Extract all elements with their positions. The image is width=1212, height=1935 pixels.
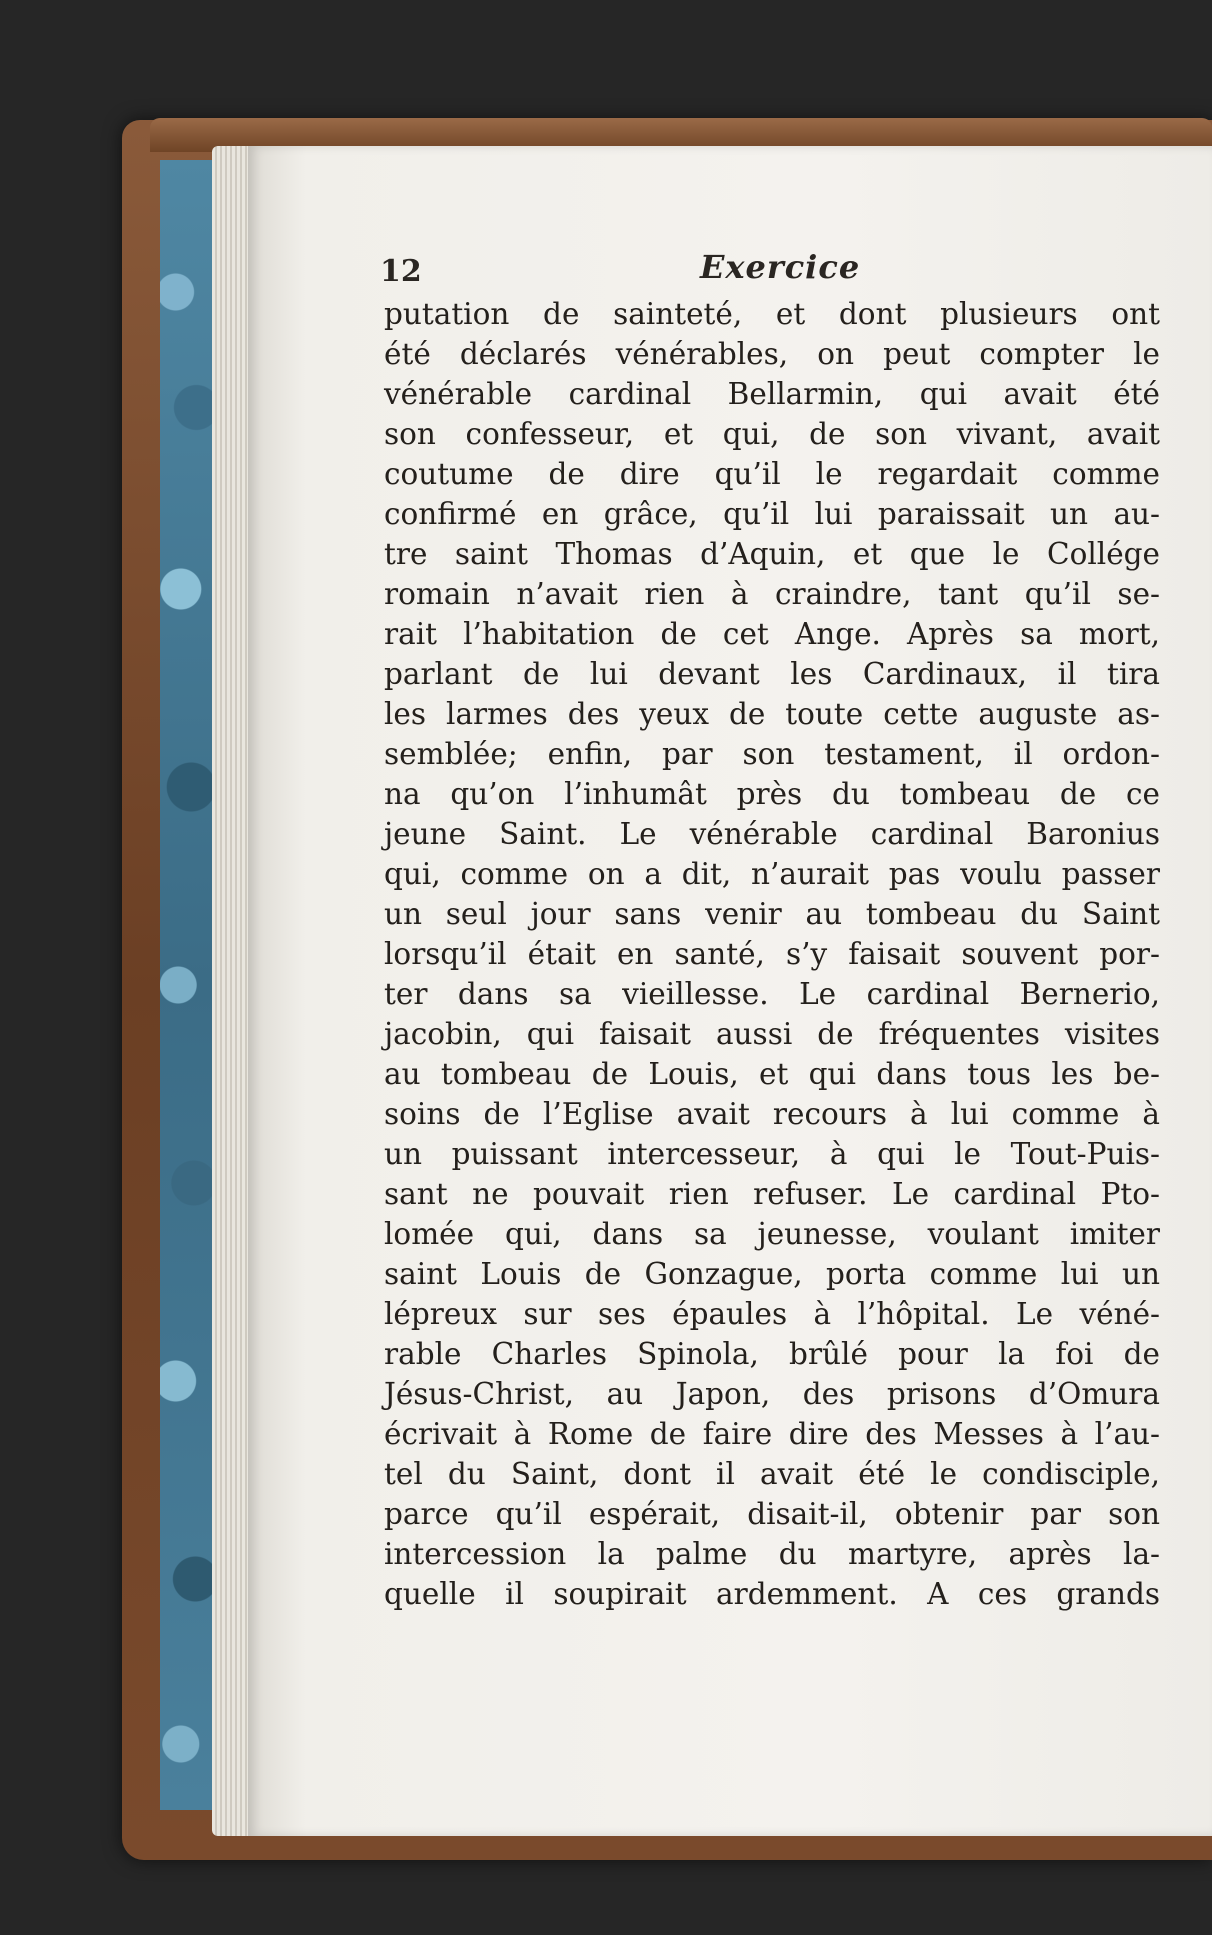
- text-line: au tombeau de Louis, et qui dans tous les be-: [384, 1057, 1160, 1091]
- text-line: intercession la palme du martyre, après la-: [384, 1537, 1160, 1571]
- text-line: parlant de lui devant les Cardinaux, il tira: [384, 657, 1160, 691]
- running-head: [380, 248, 1160, 294]
- text-line: putation de sainteté, et dont plusieurs ont: [384, 297, 1160, 331]
- text-line: vénérable cardinal Bellarmin, qui avait été: [384, 377, 1160, 411]
- text-line: na qu’on l’inhumât près du tombeau de ce: [384, 777, 1160, 811]
- text-line: romain n’avait rien à craindre, tant qu’il se-: [384, 577, 1160, 611]
- page-header: Exercice: [700, 248, 861, 286]
- text-line: Jésus-Christ, au Japon, des prisons d’Omura: [384, 1377, 1160, 1411]
- text-line: parce qu’il espérait, disait-il, obtenir par son: [384, 1497, 1160, 1531]
- text-line: soins de l’Eglise avait recours à lui comme à: [384, 1097, 1160, 1131]
- text-line: semblée; enfin, par son testament, il ordon-: [384, 737, 1160, 771]
- text-line: été déclarés vénérables, on peut compter le: [384, 337, 1160, 371]
- text-line: lorsqu’il était en santé, s’y faisait souvent por-: [384, 937, 1160, 971]
- text-line: lomée qui, dans sa jeunesse, voulant imiter: [384, 1217, 1160, 1251]
- text-line: tre saint Thomas d’Aquin, et que le Collége: [384, 537, 1160, 571]
- text-line: ter dans sa vieillesse. Le cardinal Bernerio,: [384, 977, 1160, 1011]
- text-line: confirmé en grâce, qu’il lui paraissait un au-: [384, 497, 1160, 531]
- text-line: coutume de dire qu’il le regardait comme: [384, 457, 1160, 491]
- text-line: un puissant intercesseur, à qui le Tout-Puis-: [384, 1137, 1160, 1171]
- text-line: jacobin, qui faisait aussi de fréquentes visites: [384, 1017, 1160, 1051]
- page-number: 12: [380, 254, 422, 289]
- text-line: qui, comme on a dit, n’aurait pas voulu passer: [384, 857, 1160, 891]
- text-line: un seul jour sans venir au tombeau du Saint: [384, 897, 1160, 931]
- text-line: jeune Saint. Le vénérable cardinal Baronius: [384, 817, 1160, 851]
- text-line: son confesseur, et qui, de son vivant, avait: [384, 417, 1160, 451]
- text-line: rable Charles Spinola, brûlé pour la foi de: [384, 1337, 1160, 1371]
- text-line: saint Louis de Gonzague, porta comme lui un: [384, 1257, 1160, 1291]
- body-text: [384, 294, 1160, 1614]
- text-line: les larmes des yeux de toute cette auguste as-: [384, 697, 1160, 731]
- text-line: tel du Saint, dont il avait été le condisciple,: [384, 1457, 1160, 1491]
- marbled-endpaper: [160, 160, 215, 1810]
- text-line: quelle il soupirait ardemment. A ces grands: [384, 1577, 1160, 1611]
- text-line: écrivait à Rome de faire dire des Messes à l’au-: [384, 1417, 1160, 1451]
- text-line: lépreux sur ses épaules à l’hôpital. Le véné-: [384, 1297, 1160, 1331]
- text-line: rait l’habitation de cet Ange. Après sa mort,: [384, 617, 1160, 651]
- text-line: sant ne pouvait rien refuser. Le cardinal Pto-: [384, 1177, 1160, 1211]
